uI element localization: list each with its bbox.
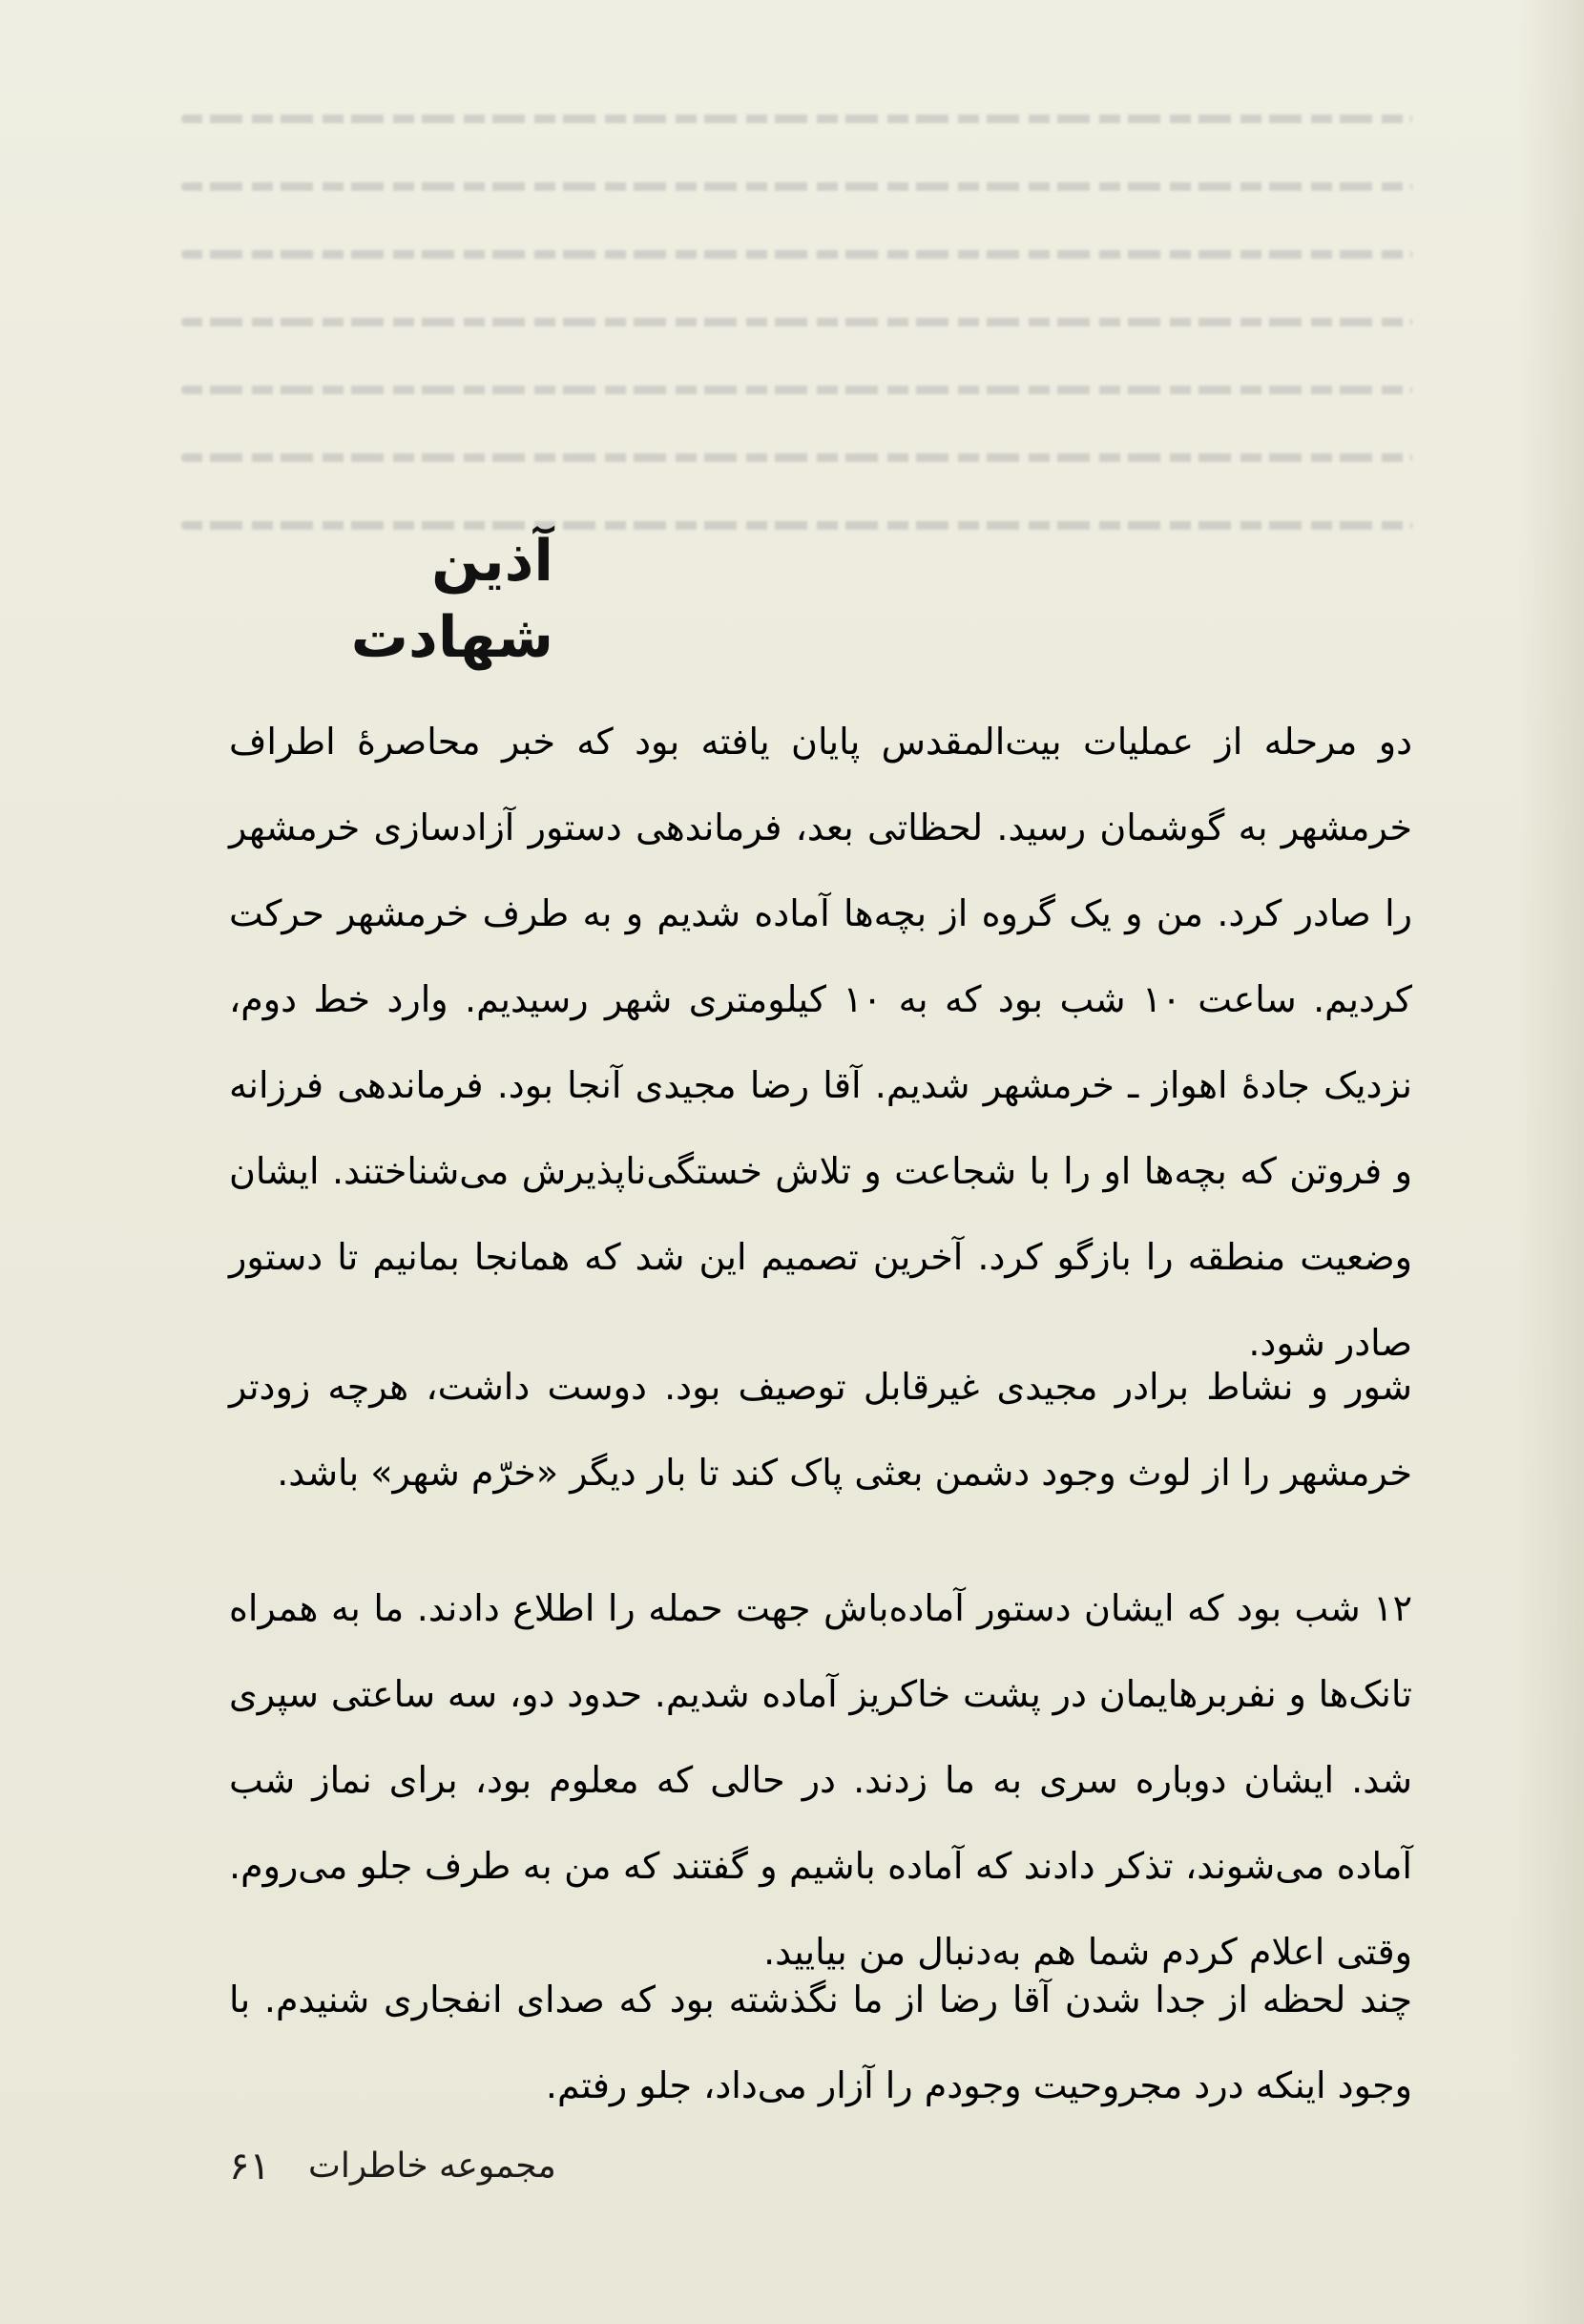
paragraph-2: شور و نشاط برادر مجیدی غیرقابل توصیف بود. دوست داشت، هرچه زودتر خرمشهر را از لوث وجود دشمن بعثی پاک کند تا بار دیگر «خرّم شهر» باشد. xyxy=(229,1366,1412,1494)
footer-book-title: مجموعه خاطرات xyxy=(307,2146,556,2186)
bleed-line xyxy=(181,318,1412,326)
paragraph-3: ۱۲ شب بود که ایشان دستور آماده‌باش جهت حمله را اطلاع دادند. ما به همراه تانک‌ها و نفربرهایمان در پشت خاکریز آماده شدیم. حدود دو، سه ساعتی سپری شد. ایشان دوباره سری به ما زدند. در حالی که معلوم بود، برای نماز شب آماده می‌شوند، تذکر دادند که آماده باشیم و گفتند که من به طرف جلو می‌روم. وقتی اعلام کردم شما هم به‌دنبال من بیایید. xyxy=(229,1587,1412,1973)
chapter-title: آذین شهادت xyxy=(350,528,553,671)
paragraph-1: دو مرحله از عملیات بیت‌المقدس پایان یافته بود که خبر محاصرهٔ اطراف خرمشهر به گوشمان رسید. لحظاتی بعد، فرماندهی دستور آزادسازی خرمشهر را صادر کرد. من و یک گروه از بچه‌ها آماده شدیم و به طرف خرمشهر حرکت کردیم. ساعت ۱۰ شب بود که به ۱۰ کیلومتری شهر رسیدیم. وارد خط دوم، نزدیک جادهٔ اهواز ـ خرمشهر شدیم. آقا رضا مجیدی آنجا بود. فرماندهی فرزانه و فروتن که بچه‌ها او را با شجاعت و تلاش خستگی‌ناپذیرش می‌شناختند. ایشان وضعیت منطقه را بازگو کرد. آخرین تصمیم این شد که همانجا بمانیم تا دستور صادر شود. xyxy=(229,721,1412,1364)
paragraph-4: چند لحظه از جدا شدن آقا رضا از ما نگذشته بود که صدای انفجاری شنیدم. با وجود اینکه درد مجروحیت وجودم را آزار می‌داد، جلو رفتم. xyxy=(229,1979,1412,2106)
bleed-line xyxy=(181,250,1412,259)
page-edge-shadow xyxy=(1517,0,1584,2324)
bleed-line xyxy=(181,115,1412,123)
bleed-line xyxy=(181,386,1412,394)
bleed-line xyxy=(181,182,1412,191)
page-footer xyxy=(229,2138,630,2195)
page-number: ۶۱ xyxy=(229,2145,270,2188)
bleed-line xyxy=(181,453,1412,462)
